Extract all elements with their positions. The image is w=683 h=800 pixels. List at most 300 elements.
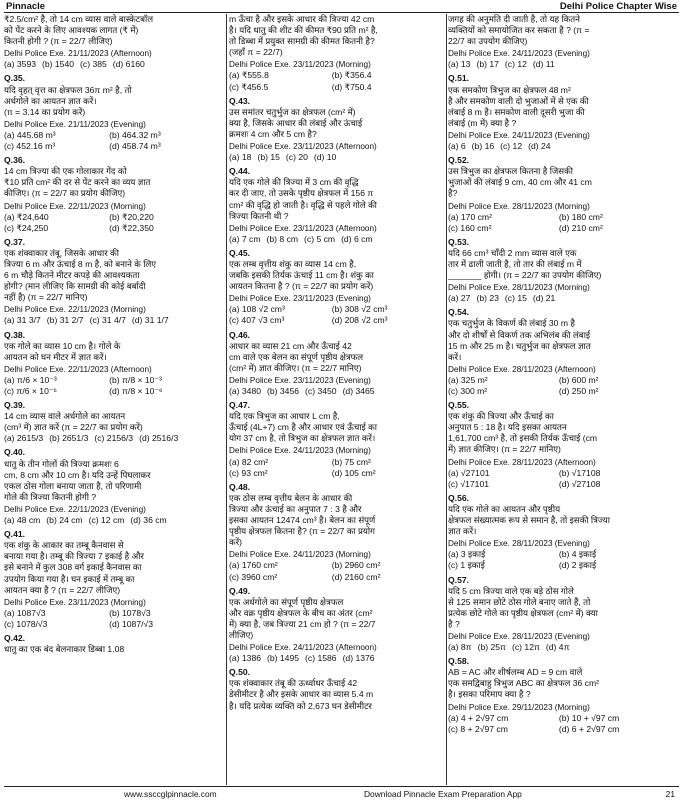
answer-option: (c) π/6 × 10⁻⁶: [4, 386, 57, 396]
answer-options: [448, 642, 679, 653]
exam-source: Delhi Police Exe. 28/11/2023 (Afternoon): [448, 364, 596, 374]
question-text-line: क्रमशः 4 cm और 5 cm है?: [229, 128, 317, 139]
answer-option: (a) 8π: [448, 642, 472, 653]
question-number: Q.50.: [229, 667, 251, 678]
question-text-line: में) क्या है, जब त्रिज्या 21 cm हो ? (π = 22/7: [229, 618, 376, 629]
question-text-line: आधार का व्यास 21 cm और ऊँचाई 42: [229, 340, 352, 351]
question-text-line: एक गोले का व्यास 10 cm है। गोले के: [4, 340, 121, 351]
answer-options: [4, 59, 223, 70]
page-header: [4, 0, 679, 13]
answer-option: (c) 1586: [305, 653, 337, 664]
question-text-line: जबकि इसकी तिर्यक ऊंचाई 11 cm है। शंकु का: [229, 270, 374, 281]
answer-options: [229, 560, 443, 582]
question-text-line: और दो शीर्षों से विकर्ण तक अभिलंब की लंबाई: [448, 329, 591, 340]
question-text-line: यदि एक गोले का आयतन और पृष्ठीय: [448, 503, 561, 514]
answer-option: (d) 24: [528, 141, 551, 152]
answer-option: (d) 1376: [342, 653, 375, 664]
question-block: [4, 73, 223, 152]
answer-option: (d) 6160: [112, 59, 145, 70]
answer-option: (d) √27108: [558, 478, 601, 489]
question-number: Q.56.: [448, 492, 470, 503]
answer-option: (c) 160 cm²: [448, 222, 492, 233]
book-title: Delhi Police Chapter Wise: [559, 1, 677, 12]
question-text-line: अर्धगोले का आयतन ज्ञात करें।: [4, 95, 97, 106]
answer-option: (d) 4π: [545, 642, 570, 653]
publisher-name: Pinnacle: [6, 1, 46, 12]
question-block: [229, 166, 443, 245]
question-number: Q.54.: [448, 307, 470, 318]
question-text-line: एक शंकु की त्रिज्या और ऊँचाई का: [448, 411, 554, 422]
question-text-line: 1,61,700 cm³ है, तो इसकी तिर्यक ऊँचाई (cm: [448, 433, 598, 444]
question-block: [229, 482, 443, 583]
answer-option: (a) 170 cm²: [448, 211, 492, 222]
question-text-line: धातु का एक बंद बेलनाकार डिब्बा 1.08: [4, 644, 125, 655]
exam-source: Delhi Police Exe. 28/11/2023 (Morning): [448, 201, 590, 211]
answer-options: [229, 70, 443, 92]
answer-option: (b) 24 cm: [46, 515, 83, 526]
question-text-line: (cm³ में) ज्ञात करें (π = 22/7 का प्रयोग करें): [4, 422, 143, 433]
answer-options: [448, 212, 679, 234]
answer-options: [229, 152, 443, 163]
answer-option: (b) ₹20,220: [109, 211, 154, 222]
question-text-line: एकल ठोस गोला बनाया जाता है, तो परिणामी: [4, 480, 142, 491]
answer-option: (a) ₹24,640: [4, 211, 49, 222]
question-text-line: से 125 समान छोटे ठोस गोले बनाए जाते हैं, तो: [448, 596, 591, 607]
question-text-line: धातु के तीन गोलों की त्रिज्या क्रमशः 6: [4, 458, 119, 469]
question-text-line: जगह की अनुमति दी जाती है, तो यह कितने: [448, 14, 580, 24]
answer-option: (c) 20: [285, 152, 308, 163]
answer-option: (b) ₹356.4: [331, 70, 372, 81]
question-text-line: को पेंट करने के लिए आवश्यक लागत (₹ में): [4, 25, 139, 36]
question-text-line: तो डिब्बा में प्रयुक्त सामग्री की कीमत कितनी है?: [229, 36, 375, 47]
answer-options: [448, 549, 679, 571]
answer-option: (b) 4 इकाई: [558, 549, 597, 560]
question-number: Q.57.: [448, 574, 470, 585]
question-text-line: होगी? (मान लीजिए कि सामग्री की कोई बर्बादी: [4, 281, 146, 292]
question-text-line: cm वाले एक बेलन का संपूर्ण पृष्ठीय क्षेत्रफल: [229, 351, 364, 362]
question-text-line: अनुपात 5 : 18 है। यदि इसका आयतन: [448, 422, 567, 433]
question-text-line: बनाया गया है। तम्बू की त्रिज्या 7 इकाई है और: [4, 551, 144, 562]
question-block: [229, 248, 443, 327]
question-text-line: क्या है, जिसके आधार की लंबाई और ऊंचाई: [229, 117, 363, 128]
answer-option: (d) 2 इकाई: [558, 560, 597, 571]
exam-source: Delhi Police Exe. 24/11/2023 (Morning): [229, 550, 371, 560]
question-text-line: व्यक्तियों को समायोजित कर सकता है ? (π =: [448, 25, 590, 36]
answer-options: [4, 433, 223, 444]
question-number: Q.39.: [4, 400, 26, 411]
answer-options: [229, 234, 443, 245]
answer-option: (b) 308 √2 cm³: [331, 304, 388, 315]
answer-options: [448, 468, 679, 490]
question-text-line: 15 m और 25 m है। चतुर्भुज का क्षेत्रफल ज्ञात: [448, 340, 591, 351]
question-text-line: तार में ढाली जाती है, तो तार की लंबाई m में: [448, 258, 582, 269]
answer-options: [229, 457, 443, 479]
answer-options: [4, 515, 223, 526]
answer-options: [448, 59, 679, 70]
question-text-line: में) ज्ञात कीजिए। (π = 22/7 मानिए): [448, 444, 561, 455]
question-text-line: 14 cm व्यास वाले अर्धगोले का आयतन: [4, 411, 126, 422]
question-block: [229, 586, 443, 665]
question-number: Q.47.: [229, 400, 251, 411]
answer-option: (a) 6: [448, 141, 466, 152]
answer-option: (d) 6 + 2√97 cm: [558, 723, 620, 734]
exam-source: Delhi Police Exe. 28/11/2023 (Morning): [448, 283, 590, 293]
answer-option: (c) 93 cm²: [229, 467, 268, 478]
question-block: [229, 330, 443, 398]
exam-source: Delhi Police Exe. 28/11/2023 (Afternoon): [448, 457, 596, 467]
question-number: Q.51.: [448, 73, 470, 84]
answer-options: [4, 375, 223, 397]
question-text-line: एक समकोण त्रिभुज का क्षेत्रफल 48 m²: [448, 84, 571, 95]
exam-source: Delhi Police Exe. 24/11/2023 (Evening): [448, 49, 590, 59]
answer-option: (d) ₹750.4: [331, 81, 372, 92]
answer-option: (a) π/6 × 10⁻³: [4, 374, 57, 385]
answer-option: (d) 11: [532, 59, 555, 70]
question-text-line: _______ होगी। (π = 22/7 का उपयोग कीजिए): [448, 270, 602, 281]
question-number: Q.58.: [448, 656, 470, 667]
answer-option: (d) 210 cm²: [558, 222, 603, 233]
answer-options: [4, 608, 223, 630]
exam-source: Delhi Police Exe. 23/11/2023 (Afternoon): [229, 142, 377, 152]
answer-options: [229, 304, 443, 326]
question-text-line: एक लम्ब वृत्तीय शंकु का व्यास 14 cm है,: [229, 258, 357, 269]
answer-option: (c) 12: [504, 59, 527, 70]
column-divider: [226, 14, 227, 785]
question-text-line: योग 37 cm है, तो त्रिभुज का क्षेत्रफल ज्ञात करें।: [229, 433, 376, 444]
question-text-line: m ऊँचा है और इसके आधार की त्रिज्या 42 cm: [229, 14, 375, 24]
question-text-line: है। यदि धातु की शीट की कीमत ₹90 प्रति m² है,: [229, 25, 378, 36]
exam-source: Delhi Police Exe. 23/11/2023 (Evening): [229, 294, 371, 304]
question-text-line: त्रिज्या कितनी थी ?: [229, 210, 289, 221]
exam-source: Delhi Police Exe. 21/11/2023 (Afternoon): [4, 49, 152, 59]
answer-option: (a) 27: [448, 293, 471, 304]
question-text-line: AB = AC और शीर्षलम्ब AD = 9 cm वाले: [448, 667, 583, 678]
answer-option: (a) 1087√3: [4, 607, 46, 618]
question-block: [448, 155, 679, 234]
answer-option: (b) 25π: [477, 642, 506, 653]
question-text-line: है?: [448, 188, 458, 199]
answer-option: (a) 3480: [229, 386, 262, 396]
question-text-line: ऊँचाई (4L+7) cm है और आधार एवं ऊँचाई का: [229, 422, 377, 433]
answer-option: (a) 7 cm: [229, 233, 261, 244]
answer-option: (a) 3 इकाई: [448, 549, 486, 560]
answer-option: (a) 13: [448, 59, 471, 70]
exam-source: Delhi Police Exe. 23/11/2023 (Morning): [229, 60, 371, 70]
question-number: Q.36.: [4, 155, 26, 166]
page-number: 21: [665, 789, 675, 799]
question-block: [448, 493, 679, 572]
question-block: [4, 330, 223, 398]
question-text-line: करें।: [448, 351, 462, 362]
answer-option: (b) 17: [476, 59, 499, 70]
exam-source: Delhi Police Exe. 24/11/2023 (Morning): [229, 446, 371, 456]
answer-option: (a) 1386: [229, 653, 262, 664]
question-number: Q.35.: [4, 73, 26, 84]
question-columns: [4, 14, 679, 785]
answer-option: (d) 1087/√3: [109, 618, 154, 629]
question-text-line: उस त्रिभुज का क्षेत्रफल कितना है जिसकी: [448, 166, 573, 177]
answer-options: [229, 653, 443, 664]
question-block: [4, 447, 223, 526]
column-left: [4, 14, 223, 785]
question-block: [4, 14, 223, 70]
question-text-line: गोले की त्रिज्या कितनी होगी ?: [4, 491, 97, 502]
question-number: Q.38.: [4, 329, 26, 340]
question-text-line: लीजिए): [229, 629, 254, 640]
column-middle: [229, 14, 443, 785]
question-text-line: 22/7 का उपयोग कीजिए): [448, 36, 528, 47]
question-number: Q.55.: [448, 400, 470, 411]
answer-option: (b) 464.32 m³: [109, 129, 161, 140]
question-text-line: त्रिज्या और ऊंचाई का अनुपात 7 : 3 है और: [229, 503, 362, 514]
question-text-line: (π = 3.14 का प्रयोग करें): [4, 106, 86, 117]
question-block: [448, 656, 679, 735]
question-number: Q.42.: [4, 632, 26, 643]
question-text-line: यदि 66 cm³ चाँदी 2 mm व्यास वाले एक: [448, 247, 577, 258]
answer-option: (c) ₹456.5: [229, 81, 269, 92]
question-block: [448, 237, 679, 305]
answer-option: (a) 108 √2 cm³: [229, 304, 285, 315]
question-text-line: लंबाई 8 m है। समकोण वाली दूसरी भुजा की: [448, 106, 585, 117]
answer-option: (c) 1 इकाई: [448, 560, 485, 571]
answer-option: (a) ₹555.8: [229, 70, 269, 81]
page-footer: [4, 786, 679, 800]
footer-website: www.ssccglpinnacle.com: [124, 789, 217, 799]
exam-source: Delhi Police Exe. 28/11/2023 (Evening): [448, 539, 590, 549]
answer-option: (d) π/8 × 10⁻⁶: [109, 386, 163, 396]
question-text-line: नहीं है) (π = 22/7 मानिए): [4, 292, 88, 303]
question-text-line: पृष्ठीय क्षेत्रफल कितना है? (π = 22/7 का प्रयोग: [229, 526, 375, 537]
question-text-line: आयतन क्या है ? (π = 22/7 लीजिए): [4, 584, 121, 595]
question-text-line: ₹2.5/cm² है, तो 14 cm व्यास वाले बास्केटबॉल: [4, 14, 154, 24]
question-text-line: है और समकोण वाली दो भुजाओं में से एक की: [448, 95, 589, 106]
answer-option: (d) 21: [532, 293, 556, 304]
question-text-line: डेसीमीटर है और इसके आधार का व्यास 5.4 m: [229, 689, 374, 700]
answer-option: (c) 12π: [512, 642, 540, 653]
question-text-line: इसका आयतन 12474 cm³ है। बेलन का संपूर्ण: [229, 515, 376, 526]
answer-option: (b) 16: [471, 141, 495, 152]
answer-option: (a) 325 m²: [448, 374, 488, 385]
exam-source: Delhi Police Exe. 22/11/2023 (Morning): [4, 305, 146, 315]
question-number: Q.49.: [229, 585, 251, 596]
question-text-line: एक चतुर्भुज के विकर्ण की लंबाई 30 m है: [448, 318, 575, 329]
question-block: [448, 575, 679, 654]
question-text-line: एक शंक्वाकार तंबू की ऊर्ध्वाधर ऊँचाई 42: [229, 678, 358, 689]
answer-option: (b) π/8 × 10⁻³: [109, 374, 162, 385]
question-text-line: ₹10 प्रति cm² की दर से पेंट करने का व्यय ज्ञात: [4, 177, 151, 188]
question-block: [4, 529, 223, 630]
question-number: Q.44.: [229, 166, 251, 177]
question-block: [229, 14, 443, 93]
answer-option: (d) 458.74 m³: [109, 141, 161, 152]
answer-option: (c) 15: [504, 293, 527, 304]
question-block: [448, 307, 679, 397]
answer-option: (a) 18: [229, 152, 252, 163]
question-text-line: आयतन कितना है ? (π = 22/7 का प्रयोग करें): [229, 281, 374, 292]
footer-app-promo: Download Pinnacle Exam Preparation App: [364, 789, 522, 799]
answer-option: (b) 23: [476, 293, 499, 304]
answer-option: (c) 31 4/7: [89, 315, 126, 326]
answer-option: (a) 48 cm: [4, 515, 41, 526]
question-block: [229, 96, 443, 164]
question-text-line: भुजाओं की लंबाई 9 cm, 40 cm और 41 cm: [448, 177, 592, 188]
question-text-line: लंबाई (m में) क्या है ?: [448, 117, 517, 128]
question-text-line: और वक्र पृष्ठीय क्षेत्रफल के बीच का अंतर (cm²: [229, 607, 373, 618]
answer-option: (d) 10: [313, 152, 337, 163]
answer-options: [229, 386, 443, 397]
answer-option: (b) √17108: [558, 467, 601, 478]
answer-option: (b) 1078√3: [109, 607, 151, 618]
question-text-line: है। यदि प्रत्येक व्यक्ति को 2,673 घन डेसीमीटर: [229, 700, 372, 711]
answer-options: [448, 293, 679, 304]
question-text-line: उस समांतर चतुर्भुज का क्षेत्रफल (cm² में): [229, 106, 356, 117]
answer-option: (d) 105 cm²: [331, 467, 376, 478]
question-text-line: 6 m चौड़े कितने मीटर कपड़े की आवश्यकता: [4, 270, 140, 281]
answer-option: (c) 1078/√3: [4, 618, 48, 629]
question-text-line: है। इसका परिमाप क्या है ?: [448, 689, 531, 700]
question-text-line: एक समद्विबाहु त्रिभुज ABC का क्षेत्रफल 36 cm²: [448, 678, 599, 689]
exam-source: Delhi Police Exe. 22/11/2023 (Afternoon): [4, 364, 152, 374]
answer-options: [448, 141, 679, 152]
answer-options: [4, 212, 223, 234]
column-divider: [446, 14, 447, 785]
question-text-line: क्षेत्रफल संख्यात्मक रूप से समान है, तो इसकी त्रिज्या: [448, 515, 610, 526]
exam-source: Delhi Police Exe. 23/11/2023 (Afternoon): [229, 223, 377, 233]
answer-option: (b) 8 cm: [266, 233, 299, 244]
answer-option: (b) 180 cm²: [558, 211, 603, 222]
answer-option: (c) ₹24,250: [4, 222, 49, 233]
answer-option: (b) 15: [257, 152, 280, 163]
question-block: [229, 400, 443, 479]
answer-option: (b) 1540: [42, 59, 75, 70]
answer-option: (c) 300 m²: [448, 386, 488, 396]
answer-option: (a) 82 cm²: [229, 456, 269, 467]
question-number: Q.48.: [229, 481, 251, 492]
answer-options: [448, 375, 679, 397]
answer-option: (c) 8 + 2√97 cm: [448, 723, 508, 734]
answer-option: (b) 2960 cm²: [331, 560, 381, 571]
answer-option: (a) 1760 cm²: [229, 560, 278, 571]
question-text-line: है ?: [448, 618, 460, 629]
question-number: Q.52.: [448, 155, 470, 166]
question-block: [4, 155, 223, 234]
exam-source: Delhi Police Exe. 23/11/2023 (Evening): [229, 375, 371, 385]
question-number: Q.43.: [229, 95, 251, 106]
answer-option: (c) 407 √3 cm³: [229, 315, 285, 326]
answer-option: (b) 3456: [267, 386, 300, 396]
answer-option: (c) 3450: [305, 386, 337, 396]
answer-option: (a) 2615/3: [4, 433, 44, 444]
answer-option: (a) 4 + 2√97 cm: [448, 712, 509, 723]
answer-option: (b) 10 + √97 cm: [558, 712, 620, 723]
answer-option: (d) ₹22,350: [109, 222, 154, 233]
question-text-line: एक ठोस लम्ब वृत्तीय बेलन के आधार की: [229, 492, 353, 503]
question-text-line: (cm² में) ज्ञात कीजिए। (π = 22/7 मानिए): [229, 362, 362, 373]
answer-option: (a) 445.68 m³: [4, 129, 56, 140]
question-text-line: cm² की वृद्धि हो जाती है। वृद्धि से पहले गोले की: [229, 199, 377, 210]
question-block: [4, 633, 223, 655]
question-text-line: कीजिए। (π = 22/7 का प्रयोग कीजिए): [4, 188, 126, 199]
question-block: [448, 14, 679, 70]
answer-option: (c) 452.16 m³: [4, 141, 56, 152]
question-text-line: उपयोग किया गया है। घन इकाई में तम्बू का: [4, 573, 135, 584]
answer-options: [4, 315, 223, 326]
question-number: Q.37.: [4, 236, 26, 247]
question-text-line: त्रिज्या 6 m और ऊंचाई 8 m है, को बनाने के लिए: [4, 258, 157, 269]
question-text-line: यदि वृहत् वृत्त का क्षेत्रफल 36π m² है, तो: [4, 84, 132, 95]
exam-source: Delhi Police Exe. 28/11/2023 (Evening): [448, 631, 590, 641]
question-text-line: यदि एक त्रिभुज का आधार L cm है,: [229, 411, 340, 422]
answer-option: (c) 3960 cm²: [229, 571, 278, 582]
question-text-line: करें): [229, 537, 242, 548]
question-block: [4, 400, 223, 444]
question-text-line: cm, 8 cm और 10 cm है। यदि उन्हें पिघलाकर: [4, 469, 151, 480]
question-block: [448, 73, 679, 152]
answer-options: [4, 130, 223, 152]
exam-source: Delhi Police Exe. 23/11/2023 (Morning): [4, 597, 146, 607]
question-block: [229, 667, 443, 711]
exam-source: Delhi Police Exe. 24/11/2023 (Evening): [448, 130, 590, 140]
answer-option: (c) √17101: [448, 478, 490, 489]
answer-option: (c) 2156/3: [94, 433, 134, 444]
answer-option: (c) 12 cm: [88, 515, 125, 526]
answer-option: (d) 250 m²: [558, 386, 599, 396]
exam-source: Delhi Police Exe. 22/11/2023 (Evening): [4, 504, 146, 514]
question-block: [448, 400, 679, 490]
exam-source: Delhi Police Exe. 21/11/2023 (Evening): [4, 119, 146, 129]
question-text-line: एक अर्धगोले का संपूर्ण पृष्ठीय क्षेत्रफल: [229, 596, 344, 607]
answer-options: [448, 713, 679, 735]
answer-option: (d) 36 cm: [130, 515, 167, 526]
answer-option: (b) 2651/3: [49, 433, 89, 444]
answer-option: (a) √27101: [448, 467, 490, 478]
question-number: Q.45.: [229, 247, 251, 258]
answer-option: (b) 600 m²: [558, 374, 599, 385]
question-number: Q.41.: [4, 529, 26, 540]
question-text-line: 14 cm त्रिज्या की एक गोलाकार गेंद को: [4, 166, 127, 177]
question-text-line: (जहाँ π = 22/7): [229, 47, 283, 58]
question-text-line: प्रत्येक छोटे गोले का पृष्ठीय क्षेत्रफल (cm² में) क्या: [448, 607, 598, 618]
exam-source: Delhi Police Exe. 24/11/2023 (Afternoon): [229, 643, 377, 653]
answer-option: (d) 208 √2 cm³: [331, 315, 388, 326]
answer-option: (d) 3465: [342, 386, 375, 396]
question-text-line: यदि 5 cm त्रिज्या वाले एक बड़े ठोस गोले: [448, 585, 574, 596]
answer-option: (c) 5 cm: [304, 233, 336, 244]
exam-source: Delhi Police Exe. 22/11/2023 (Morning): [4, 201, 146, 211]
question-block: [4, 237, 223, 327]
question-text-line: यदि एक गोले की त्रिज्या में 3 cm की वृद्धि: [229, 177, 359, 188]
answer-option: (d) 31 1/7: [131, 315, 169, 326]
answer-option: (a) 3593: [4, 59, 37, 70]
question-text-line: आयतन को घन मीटर में ज्ञात करें।: [4, 351, 107, 362]
question-text-line: ज्ञात करें।: [448, 526, 477, 537]
answer-option: (d) 2516/3: [139, 433, 179, 444]
question-number: Q.53.: [448, 236, 470, 247]
question-number: Q.40.: [4, 447, 26, 458]
question-number: Q.46.: [229, 329, 251, 340]
answer-option: (d) 2160 cm²: [331, 571, 381, 582]
question-text-line: एक शंकु के आकार का तम्बू कैनवास से: [4, 540, 124, 551]
exam-source: Delhi Police Exe. 29/11/2023 (Morning): [448, 702, 590, 712]
question-text-line: कर दी जाए, तो उसके पृष्ठीय क्षेत्रफल में 156 π: [229, 188, 374, 199]
answer-option: (b) 1495: [267, 653, 300, 664]
answer-option: (b) 31 2/7: [46, 315, 84, 326]
question-text-line: कितनी होगी ? (π = 22/7 लीजिए): [4, 36, 113, 47]
answer-option: (c) 385: [80, 59, 107, 70]
answer-option: (b) 75 cm²: [331, 456, 371, 467]
column-right: [448, 14, 679, 785]
answer-option: (a) 31 3/7: [4, 315, 41, 326]
